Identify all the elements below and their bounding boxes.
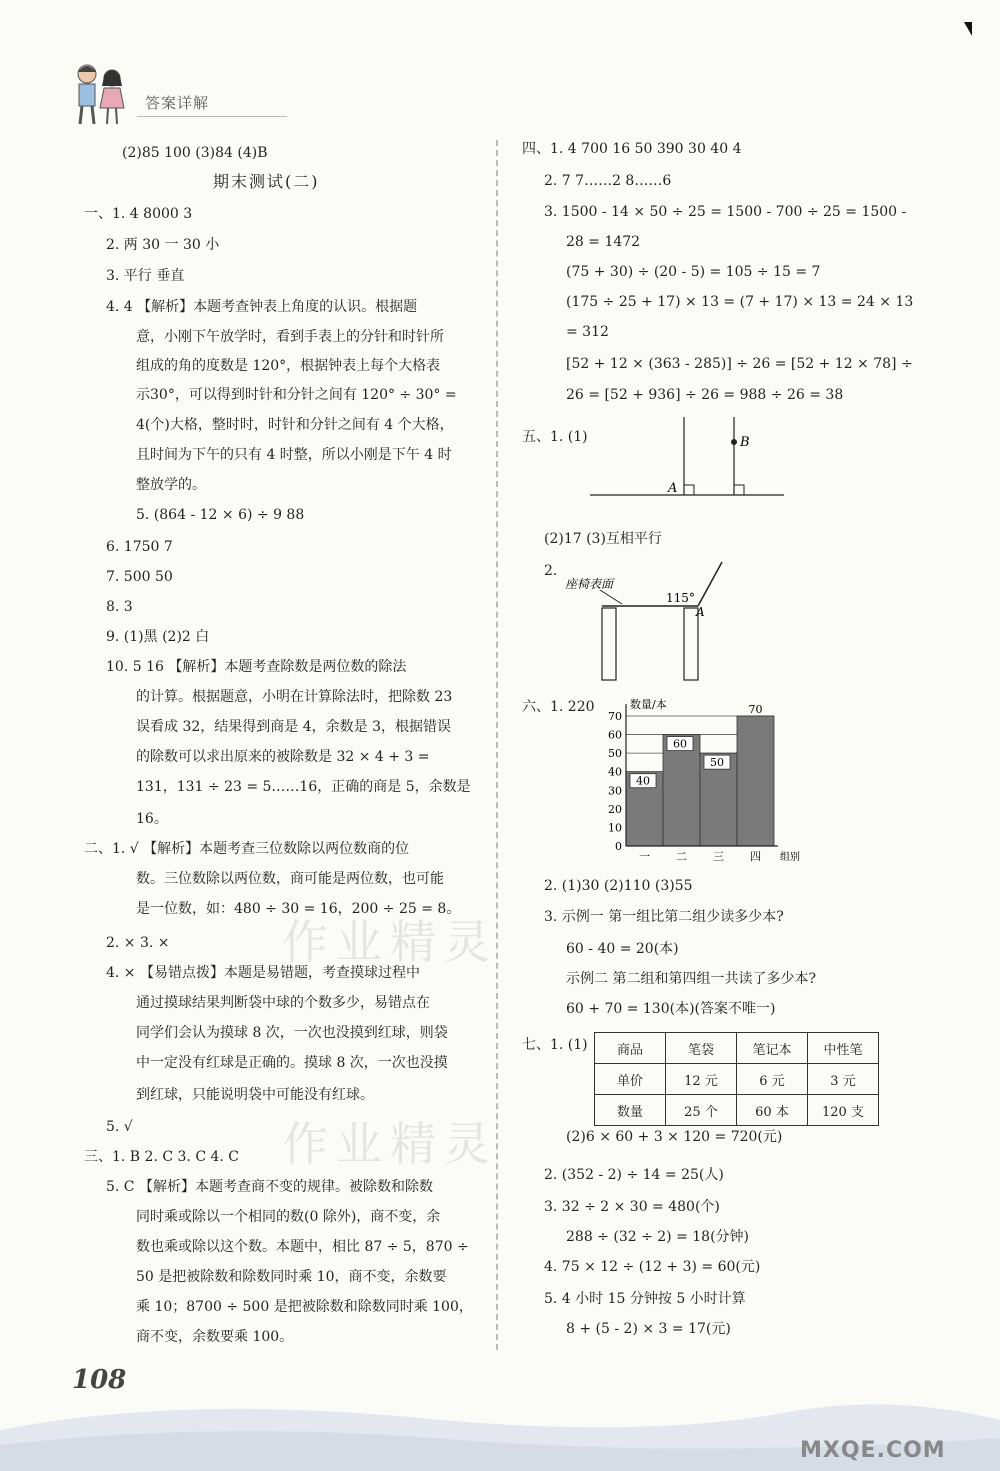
y-tick-label: 10 (608, 821, 622, 835)
answer-line: 整放学的。 (136, 477, 206, 493)
answer-line: 131，131 ÷ 23 = 5……16，正确的商是 5，余数是 (136, 779, 471, 795)
data-label: 50 (710, 756, 724, 770)
table-cell: 中性笔 (808, 1033, 879, 1064)
answer-line: 4(个)大格，整时时，时针和分针之间有 4 个大格， (136, 417, 454, 433)
answer-line: 2. (544, 563, 558, 579)
table-cell: 120 支 (808, 1095, 879, 1126)
perpendicular-figure (588, 415, 788, 515)
answer-line: 50 是把被除数和除数同时乘 10，商不变，余数要 (136, 1269, 447, 1285)
answer-line: [52 + 12 × (363 - 285)] ÷ 26 = [52 + 12 × 78] ÷ (566, 356, 913, 372)
x-tick-label: 三 (713, 850, 724, 863)
x-axis-label: 组别 (780, 852, 800, 863)
chair-figure (560, 560, 740, 690)
site-watermark: MXQE.COM (800, 1438, 946, 1463)
right-angle-mark (684, 485, 694, 495)
answer-line: 七、1. (1) (522, 1037, 588, 1053)
answer-line: 3. 32 ÷ 2 × 30 = 480(个) (544, 1199, 720, 1215)
answer-line: 5. C 【解析】本题考查商不变的规律。被除数和除数 (106, 1179, 433, 1195)
answer-line: 五、1. (1) (522, 429, 588, 445)
table-cell: 6 元 (737, 1064, 808, 1095)
answer-line: 2. 7 7……2 8……6 (544, 173, 672, 189)
bar-chart (590, 696, 830, 864)
answer-line: 6. 1750 7 (106, 539, 173, 555)
table-cell: 单价 (595, 1064, 666, 1095)
answer-line: 六、1. 220 (522, 699, 595, 715)
section-title: 期末测试(二) (213, 172, 320, 191)
table-cell: 数量 (595, 1095, 666, 1126)
answer-line: = 312 (566, 324, 609, 340)
answer-line: 4. × 【易错点拨】本题是易错题，考查摸球过程中 (106, 965, 420, 981)
answer-line: (2)6 × 60 + 3 × 120 = 720(元) (566, 1129, 783, 1145)
surface-label: 座椅表面 (565, 577, 614, 591)
answer-line: 2. × 3. × (106, 935, 170, 951)
answer-line: 四、1. 4 700 16 50 390 30 40 4 (522, 141, 742, 157)
bar (663, 735, 700, 846)
y-tick-label: 70 (608, 710, 622, 723)
page-number: 108 (72, 1365, 127, 1395)
answer-line: 5. (864 - 12 × 6) ÷ 9 88 (136, 507, 305, 523)
answer-line: 误看成 32，结果得到商是 4，余数是 3，根据错误 (136, 719, 451, 735)
table-row (595, 1033, 879, 1064)
x-tick-label: 二 (676, 850, 687, 863)
answer-line: 9. (1)黑 (2)2 白 (106, 629, 210, 645)
y-axis-label: 数量/本 (630, 698, 667, 711)
data-label: 70 (748, 703, 763, 716)
x-tick-label: 一 (639, 850, 650, 863)
answer-line: 乘 10；8700 ÷ 500 是把被除数和除数同时乘 100， (136, 1299, 473, 1315)
answer-line: 的计算。根据题意，小明在计算除法时，把除数 23 (136, 689, 453, 705)
answer-line: 4. 4 【解析】本题考查钟表上角度的认识。根据题 (106, 299, 418, 315)
answer-line: 2. 两 30 一 30 小 (106, 237, 220, 253)
answer-line: 10. 5 16 【解析】本题考查除数是两位数的除法 (106, 659, 407, 675)
answer-line: 3. 1500 - 14 × 50 ÷ 25 = 1500 - 700 ÷ 25 = 1500 - (544, 204, 907, 220)
answer-line: 数也乘或除以这个数。本题中，相比 87 ÷ 5，870 ÷ (136, 1239, 469, 1255)
answer-line: 示30°，可以得到时针和分针之间有 120° ÷ 30° = (136, 387, 457, 403)
answer-line: (75 + 30) ÷ (20 - 5) = 105 ÷ 15 = 7 (566, 264, 821, 280)
y-tick-label: 60 (608, 728, 622, 742)
table-row (595, 1095, 879, 1126)
answer-line: 通过摸球结果判断袋中球的个数多少，易错点在 (136, 995, 430, 1011)
answer-line: (2)17 (3)互相平行 (544, 531, 662, 547)
answer-line: 8. 3 (106, 599, 133, 615)
answer-line: 数。三位数除以两位数，商可能是两位数，也可能 (136, 871, 444, 887)
label-a: A (696, 605, 705, 619)
answer-line: 3. 示例一 第一组比第二组少读多少本? (544, 909, 784, 925)
table-cell: 12 元 (666, 1064, 737, 1095)
answer-line: 组成的角的度数是 120°，根据钟表上每个大格表 (136, 358, 441, 374)
bar (737, 716, 774, 846)
answer-line: 的除数可以求出原来的被除数是 32 × 4 + 3 = (136, 749, 430, 765)
answer-line: 中一定没有红球是正确的。摸球 8 次，一次也没摸 (136, 1055, 448, 1071)
answer-line: 288 ÷ (32 ÷ 2) = 18(分钟) (566, 1229, 749, 1245)
answer-line: (175 ÷ 25 + 17) × 13 = (7 + 17) × 13 = 24 × 13 (566, 294, 914, 310)
table-cell: 25 个 (666, 1095, 737, 1126)
watermark: 作业精灵 (282, 915, 498, 969)
data-label: 40 (636, 774, 650, 788)
table-cell: 3 元 (808, 1064, 879, 1095)
y-tick-label: 30 (608, 784, 622, 798)
y-tick-label: 0 (615, 840, 622, 853)
point-b (731, 439, 737, 445)
answer-line: 3. 平行 垂直 (106, 268, 185, 284)
answer-line: 同时乘或除以一个相同的数(0 除外)，商不变，余 (136, 1209, 441, 1225)
y-tick-label: 40 (608, 765, 622, 779)
data-label: 60 (673, 737, 687, 751)
header-underline (137, 116, 287, 117)
chair-back (698, 562, 722, 606)
page-header (65, 60, 265, 130)
table-cell: 笔记本 (737, 1033, 808, 1064)
answer-line: 5. 4 小时 15 分钟按 5 小时计算 (544, 1291, 746, 1307)
label-b: B (740, 435, 750, 450)
answer-line: 4. 75 × 12 ÷ (12 + 3) = 60(元) (544, 1259, 761, 1275)
right-angle-mark (734, 485, 744, 495)
answer-line: 且时间为下午的只有 4 时整，所以小刚是下午 4 时 (136, 447, 452, 463)
pointer-line (600, 590, 622, 604)
corner-mark-icon (964, 22, 972, 36)
answer-line: 16。 (136, 811, 168, 827)
header-title: 答案详解 (145, 94, 210, 112)
table-cell: 笔袋 (666, 1033, 737, 1064)
children-illustration (65, 60, 135, 128)
answer-line: 意，小刚下午放学时，看到手表上的分针和时针所 (136, 329, 444, 345)
answer-line: 26 = [52 + 936] ÷ 26 = 988 ÷ 26 = 38 (566, 387, 844, 403)
answer-line: 二、1. √ 【解析】本题考查三位数除以两位数商的位 (84, 841, 410, 857)
answer-line: 28 = 1472 (566, 234, 641, 250)
x-tick-label: 四 (750, 850, 761, 863)
answer-line: 60 - 40 = 20(本) (566, 941, 679, 957)
answer-line: (2)85 100 (3)84 (4)B (122, 145, 268, 161)
answer-line: 7. 500 50 (106, 569, 173, 585)
y-tick-label: 50 (608, 747, 622, 761)
table-row (595, 1064, 879, 1095)
answer-line: 三、1. B 2. C 3. C 4. C (84, 1149, 240, 1165)
label-a: A (668, 481, 678, 496)
answer-line: 8 + (5 - 2) × 3 = 17(元) (566, 1321, 731, 1337)
answer-line: 2. (352 - 2) ÷ 14 = 25(人) (544, 1167, 724, 1183)
goods-table (594, 1032, 879, 1126)
table-cell: 商品 (595, 1033, 666, 1064)
answer-line: 示例二 第二组和第四组一共读了多少本? (566, 971, 816, 987)
answer-line: 2. (1)30 (2)110 (3)55 (544, 878, 693, 894)
answer-line: 一、1. 4 8000 3 (84, 206, 193, 222)
answer-line: 是一位数，如：480 ÷ 30 = 16，200 ÷ 25 = 8。 (136, 901, 461, 917)
answer-line: 商不变，余数要乘 100。 (136, 1329, 294, 1345)
chair-leg-left (602, 608, 616, 680)
answer-line: 同学们会认为摸球 8 次，一次也没摸到红球，则袋 (136, 1025, 448, 1041)
angle-label: 115° (666, 591, 695, 605)
answer-line: 60 + 70 = 130(本)(答案不唯一) (566, 1001, 776, 1017)
y-tick-label: 20 (608, 802, 622, 816)
table-cell: 60 本 (737, 1095, 808, 1126)
answer-line: 到红球，只能说明袋中可能没有红球。 (136, 1087, 374, 1103)
answer-line: 5. √ (106, 1119, 133, 1135)
watermark: 作业精灵 (282, 1117, 498, 1171)
